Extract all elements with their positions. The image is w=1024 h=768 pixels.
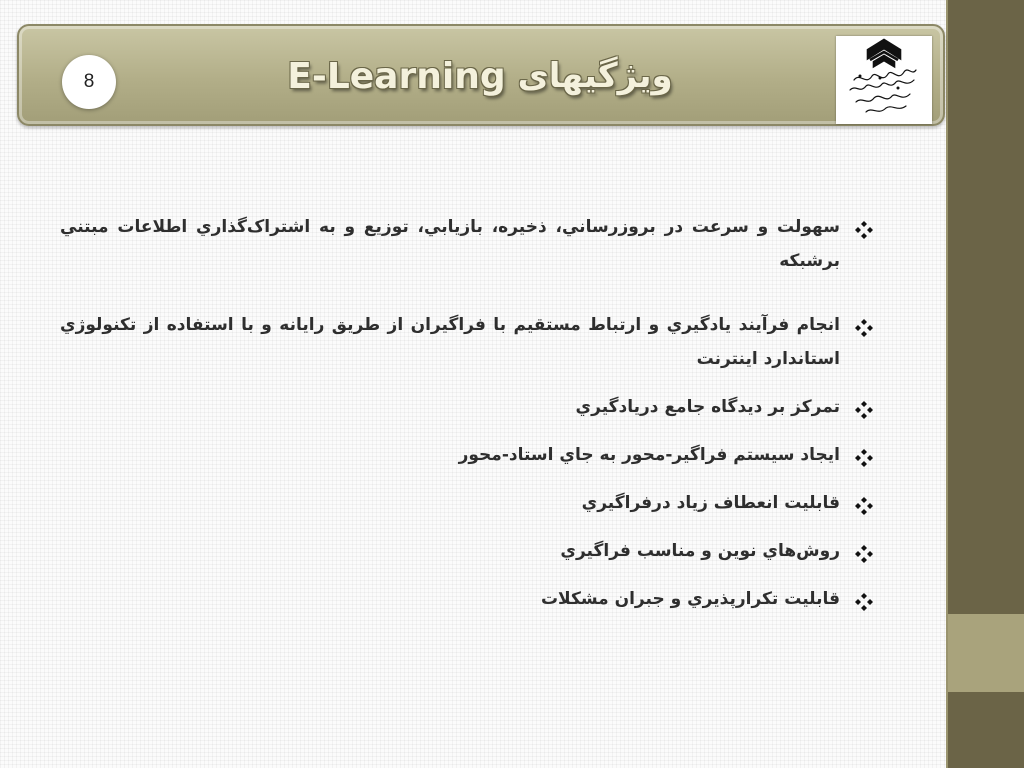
- bullet-item: [60, 308, 890, 376]
- diamond-bullet-icon: [854, 220, 874, 240]
- slide-title-persian: ویژگیهای: [517, 56, 673, 96]
- bullet-text: تمرکز بر ديدگاه جامع دريادگيري: [575, 397, 840, 417]
- bullet-item: [60, 438, 890, 472]
- page-number-badge: [62, 55, 116, 109]
- bullet-text: قابليت انعطاف زياد درفراگيري: [581, 493, 840, 513]
- bullet-item: [60, 582, 890, 616]
- slide-title-english: E-Learning: [287, 55, 506, 97]
- bullet-text: ايجاد سيستم فراگير-محور به جاي استاد-محور: [458, 445, 840, 465]
- bullet-text: سهولت و سرعت در بروزرساني، ذخيره، بازيابي، توزيع و به اشتراک‌گذاري اطلاعات مبتني برشبکه: [60, 217, 840, 271]
- bullet-list: [60, 196, 890, 616]
- bullet-item: [60, 210, 890, 278]
- bullet-item: [60, 390, 890, 424]
- diamond-bullet-icon: [854, 544, 874, 564]
- diamond-bullet-icon: [854, 400, 874, 420]
- diamond-bullet-icon: [854, 496, 874, 516]
- bullet-item: [60, 486, 890, 520]
- diamond-bullet-icon: [854, 318, 874, 338]
- bullet-text: انجام فرآيند يادگيري و ارتباط مستقيم با فراگيران از طريق رايانه و با استفاده از تکنولوژي استاندارد اينترنت: [60, 315, 840, 369]
- diamond-bullet-icon: [854, 592, 874, 612]
- organization-logo-icon: [836, 36, 932, 124]
- bullet-text: قابليت تکرارپذيري و جبران مشکلات: [540, 589, 840, 609]
- bullet-item: [60, 534, 890, 568]
- page-number: 8: [83, 71, 95, 92]
- slide-title: [240, 46, 720, 106]
- bullet-text: روش‌هاي نوين و مناسب فراگيري: [560, 541, 840, 561]
- organization-logo: [836, 36, 932, 124]
- diamond-bullet-icon: [854, 448, 874, 468]
- right-band-accent: [948, 614, 1024, 692]
